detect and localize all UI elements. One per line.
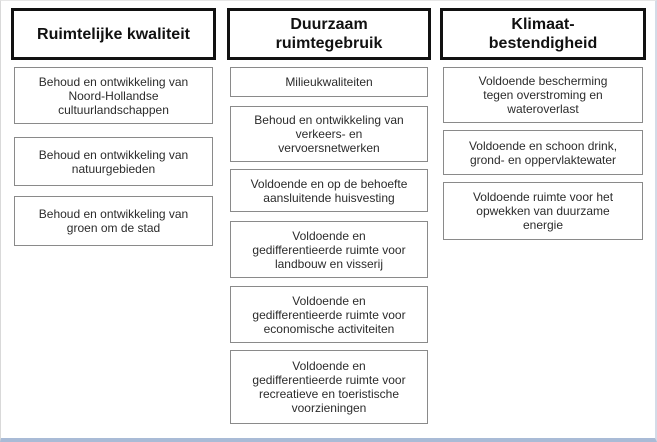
- column-header: Ruimtelijke kwaliteit: [11, 8, 216, 60]
- item-box: Behoud en ontwikkeling van natuurgebieden: [14, 137, 213, 186]
- item-box: Voldoende en gedifferentieerde ruimte voor landbouw en visserij: [230, 221, 428, 278]
- item-box: Behoud en ontwikkeling van verkeers- en vervoersnetwerken: [230, 106, 428, 162]
- item-box: Voldoende en op de behoefte aansluitende huisvesting: [230, 169, 428, 212]
- item-box: Voldoende en schoon drink, grond- en oppervlaktewater: [443, 130, 643, 175]
- item-box: Voldoende en gedifferentieerde ruimte voor recreatieve en toeristische voorzieningen: [230, 350, 428, 424]
- item-box: Voldoende bescherming tegen overstroming en wateroverlast: [443, 67, 643, 123]
- column-header: Duurzaam ruimtegebruik: [227, 8, 431, 60]
- item-box: Voldoende ruimte voor het opwekken van duurzame energie: [443, 182, 643, 240]
- item-box: Milieukwaliteiten: [230, 67, 428, 97]
- item-box: Voldoende en gedifferentieerde ruimte voor economische activiteiten: [230, 286, 428, 343]
- column-header: Klimaat- bestendigheid: [440, 8, 646, 60]
- item-box: Behoud en ontwikkeling van groen om de stad: [14, 196, 213, 246]
- item-box: Behoud en ontwikkeling van Noord-Hollandse cultuurlandschappen: [14, 67, 213, 124]
